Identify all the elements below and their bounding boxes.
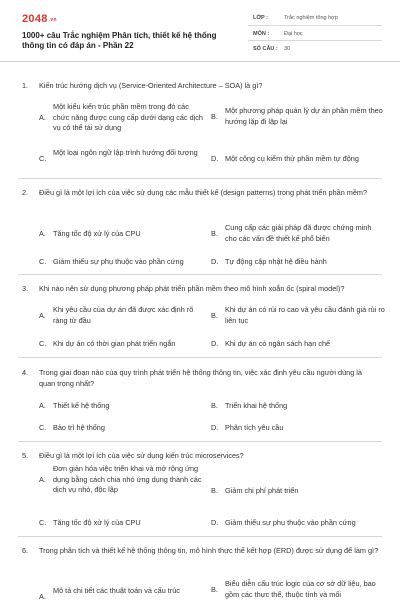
question-number: 4. bbox=[22, 368, 29, 377]
question-number: 1. bbox=[22, 81, 29, 90]
meta-value: 30 bbox=[284, 46, 291, 52]
document-header bbox=[0, 0, 400, 62]
option-text: Bảo trì hệ thống bbox=[53, 423, 105, 432]
option-text: Khi dự án có rủi ro cao và yêu cầu đánh giá rủi ro liên tục bbox=[225, 305, 385, 325]
question-text: Trong phân tích và thiết kế hệ thống thông tin, mô hình thực thể kết hợp (ERD) được sử dụng để làm gì? bbox=[39, 546, 379, 555]
option-text: Cung cấp các giải pháp đã được chứng minh cho các vấn đề thiết kế phổ biến bbox=[225, 223, 372, 243]
option-text: Triển khai hệ thống bbox=[225, 401, 288, 410]
divider bbox=[18, 178, 382, 179]
meta-row-class bbox=[248, 10, 382, 26]
question-text: Điều gì là một lợi ích của việc sử dụng các mẫu thiết kế (design patterns) trong phát triển phần mềm? bbox=[39, 188, 368, 197]
option-text: Giảm chi phí phát triển bbox=[225, 486, 299, 495]
question-number: 3. bbox=[22, 284, 29, 293]
option-text: Khi dự án có thời gian phát triển ngắn bbox=[53, 339, 176, 348]
option-text: Đơn giản hóa việc triển khai và mở rộng ứng dụng bằng cách chia nhỏ ứng dụng thành các dịch vụ nhỏ, độc lập bbox=[53, 464, 202, 494]
meta-row-subject bbox=[248, 26, 382, 42]
option-text: Thiết kế hệ thống bbox=[53, 401, 110, 410]
question-text: Kiến trúc hướng dịch vụ (Service-Oriented Architecture – SOA) là gì? bbox=[39, 81, 263, 90]
option-text: Giảm thiểu sự phụ thuộc vào phần cứng bbox=[53, 257, 184, 266]
option-text: Khi dự án có ngân sách hạn chế bbox=[225, 339, 331, 348]
meta-value: Trắc nghiệm tổng hợp bbox=[284, 15, 338, 21]
meta-key: SỐ CÂU : bbox=[253, 46, 278, 52]
question-text: Khi nào nên sử dụng phương pháp phát triển phần mềm theo mô hình xoắn ốc (spiral model)? bbox=[39, 284, 345, 293]
meta-row-count bbox=[248, 41, 382, 57]
logo-tld: .vn bbox=[48, 17, 57, 23]
question-number: 5. bbox=[22, 451, 29, 460]
option-text: Biểu diễn cấu trúc logic của cơ sở dữ liệu, bao gồm các thực thể, thuộc tính và mối bbox=[225, 579, 376, 599]
option-text: Mô tả chi tiết các thuật toán và cấu trúc bbox=[53, 586, 180, 595]
divider bbox=[18, 441, 382, 442]
logo-text: 2048 bbox=[22, 13, 48, 25]
option-text: Một phương pháp quản lý dự án phần mềm theo hướng lặp đi lặp lại bbox=[225, 106, 383, 126]
meta-key: LỚP : bbox=[253, 15, 268, 21]
option-text: Tự động cập nhật hệ điều hành bbox=[225, 257, 327, 266]
option-text: Một loại ngôn ngữ lập trình hướng đối tượng bbox=[53, 148, 198, 157]
question-number: 6. bbox=[22, 546, 29, 555]
option-text: Tăng tốc độ xử lý của CPU bbox=[53, 229, 141, 238]
site-logo[interactable] bbox=[22, 13, 57, 25]
option-text: Phân tích yêu cầu bbox=[225, 423, 284, 432]
question-number: 2. bbox=[22, 188, 29, 197]
divider bbox=[18, 274, 382, 275]
divider bbox=[18, 357, 382, 358]
option-text: Khi yêu cầu của dự án đã được xác định rõ ràng từ đầu bbox=[53, 305, 194, 325]
document-page: 2048.vn 1000+ câu Trắc nghiệm Phân tích, thiết kế hệ thống thông tin có đáp án - Phần 22 LỚP : Trắc nghiệm tổng hợp MÔN : Đại học SỐ CÂU : 30 1. Kiến trúc hướng dịch vụ (Service-Oriented Architecture – SOA) là gì? A. Một kiểu kiến trúc phần mềm trong đó các chức năng được cung cấp dưới dạng các dịch vụ có thể tái sử dụng B. Một phương pháp quản lý dự án phần mềm theo hướng lặp đi lặp lại C. Một loại ngôn ngữ lập trình hướng đối tượng D. Một công cụ kiểm thử phần mềm tự động 2. Điều gì là một lợi ích của việc sử dụng các mẫu thiết kế (design patterns) trong phát triển phần mềm? A. Tăng tốc độ xử lý của CPU B. Cung cấp các giải pháp đã được chứng minh cho các vấn đề thiết kế phổ biến C. Giảm thiểu sự phụ thuộc vào phần cứng D. Tự động cập nhật hệ điều hành 3. Khi nào nên sử dụng phương pháp phát triển phần mềm theo mô hình xoắn ốc (spiral model)? A. Khi yêu cầu của dự án đã được xác định rõ ràng từ đầu B. Khi dự án có rủi ro cao và yêu cầu đánh giá rủi ro liên tục C. Khi dự án có thời gian phát triển ngắn D. Khi dự án có ngân sách hạn chế 4. Trong giai đoạn nào của quy trình phát triển hệ thống thông tin, việc xác định yêu cầu người dùng là quan trọng nhất? A. Thiết kế hệ thống B. Triển khai hệ thống C. Bảo trì hệ thống D. Phân tích yêu cầu 5. Điều gì là một lợi ích của việc sử dụng kiến trúc microservices? A. Đơn giản hóa việc triển khai và mở rộng ứng dụng bằng cách chia nhỏ ứng dụng thành các dịch vụ nhỏ, độc lập B. Giảm chi phí phát triển C. Tăng tốc độ xử lý của CPU D. Giảm thiểu sự phụ thuộc vào phần cứng 6. Trong phân tích và thiết kế hệ thống thông tin, mô hình thực thể kết hợp (ERD) được sử dụng để làm gì? A. Mô tả chi tiết các thuật toán và cấu trúc B. Biểu diễn cấu trúc logic của cơ sở dữ liệu, bao gồm các thực thể, thuộc tính và mối bbox=[0, 0, 400, 600]
meta-key: MÔN : bbox=[253, 30, 270, 37]
question-text: Điều gì là một lợi ích của việc sử dụng kiến trúc microservices? bbox=[39, 451, 244, 460]
divider bbox=[18, 536, 382, 537]
question-text: Trong giai đoạn nào của quy trình phát triển hệ thống thông tin, việc xác định yêu cầu người dùng là quan trọng nhất? bbox=[39, 368, 362, 388]
option-text: Giảm thiểu sự phụ thuộc vào phần cứng bbox=[225, 518, 356, 527]
option-text: Tăng tốc độ xử lý của CPU bbox=[53, 518, 141, 527]
document-title: 1000+ câu Trắc nghiệm Phân tích, thiết kế hệ thống thông tin có đáp án - Phần 22 bbox=[22, 31, 217, 50]
meta-table bbox=[248, 10, 382, 57]
meta-value: Đại học bbox=[284, 30, 303, 37]
option-text: Một kiểu kiến trúc phần mềm trong đó các chức năng được cung cấp dưới dạng các dịch vụ có thể tái sử dụng bbox=[53, 102, 203, 132]
option-text: Một công cụ kiểm thử phần mềm tự động bbox=[225, 154, 359, 163]
